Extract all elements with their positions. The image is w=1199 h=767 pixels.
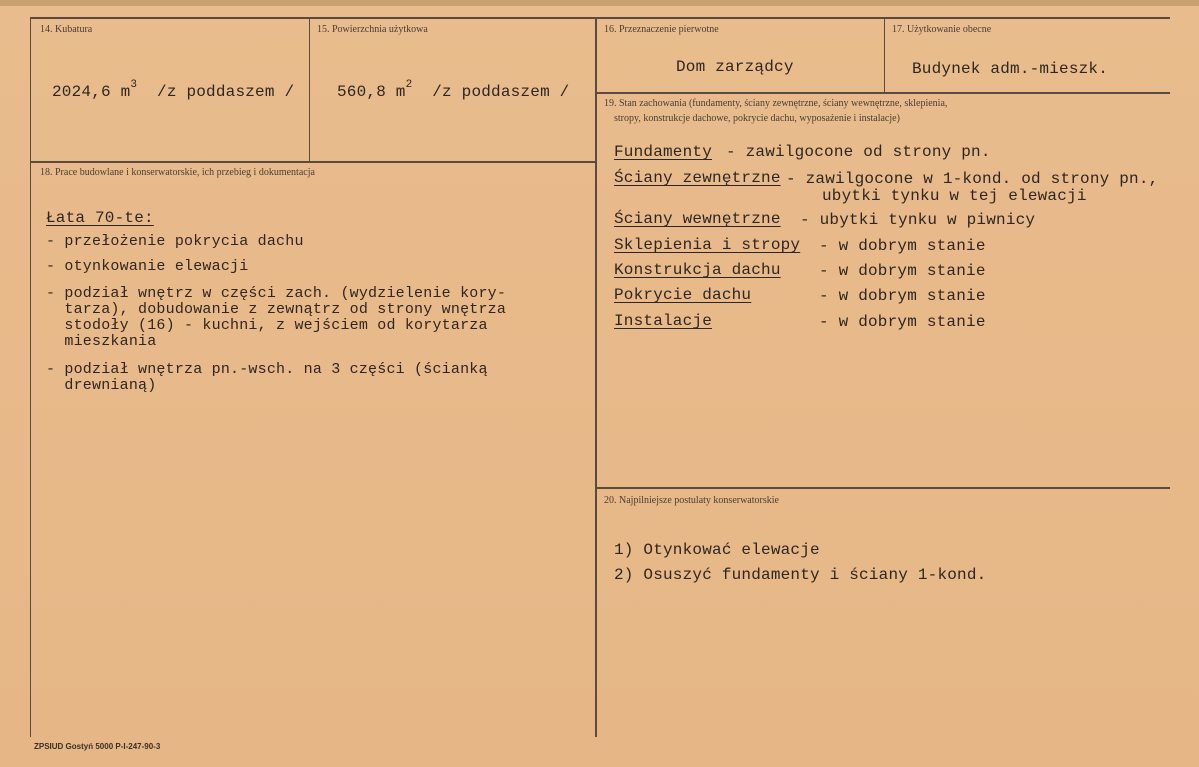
rule-v-14-15 [309, 17, 310, 162]
condition-term: Instalacje [614, 312, 713, 330]
cubature-number: 2024,6 m [52, 83, 131, 101]
condition-text-cont: ubytki tynku w tej elewacji [822, 187, 1087, 205]
rule-h-19-20 [597, 487, 1170, 489]
rule-top [30, 17, 1170, 19]
field-18-line: tarza), dobudowanie z zewnątrz od strony wnętrza [46, 301, 507, 318]
field-18-line: - podział wnętrza pn.-wsch. na 3 części (ścianką [46, 361, 488, 378]
field-14-label: 14. Kubatura [40, 24, 93, 35]
field-16-value: Dom zarządcy [676, 58, 794, 76]
area-number: 560,8 m [337, 83, 406, 101]
card-top-edge [0, 0, 1199, 6]
condition-term: Ściany wewnętrzne [614, 210, 781, 228]
field-15-value [337, 79, 570, 101]
field-15-label: 15. Powierzchnia użytkowa [317, 24, 428, 35]
rule-v-mid [595, 17, 597, 737]
rule-h-14-18 [30, 161, 596, 163]
postulate-item: 1) Otynkować elewacje [614, 541, 820, 559]
condition-text: - w dobrym stanie [819, 237, 986, 255]
condition-text: - w dobrym stanie [819, 262, 986, 280]
cubature-unit-sup: 3 [130, 79, 138, 91]
condition-text: - w dobrym stanie [819, 313, 986, 331]
field-14-value [52, 79, 295, 101]
field-17-value: Budynek adm.-mieszk. [912, 60, 1109, 78]
field-17-label: 17. Użytkowanie obecne [892, 24, 992, 35]
condition-term: Pokrycie dachu [614, 286, 752, 304]
field-19-label-line1: 19. Stan zachowania (fundamenty, ściany zewnętrzne, ściany wewnętrzne, sklepienia, [604, 98, 948, 109]
condition-text: - w dobrym stanie [819, 287, 986, 305]
rule-v-16-17 [884, 17, 885, 92]
condition-term: Fundamenty [614, 143, 713, 161]
field-18-line: mieszkania [46, 333, 157, 350]
condition-text: - zawilgocone od strony pn. [726, 143, 991, 161]
condition-term: Ściany zewnętrzne [614, 169, 781, 187]
area-unit-sup: 2 [405, 79, 413, 91]
field-20-label: 20. Najpilniejsze postulaty konserwatorskie [604, 495, 779, 506]
field-18-heading: Łata 70-te: [46, 209, 154, 227]
condition-term: Konstrukcja dachu [614, 261, 781, 279]
field-18-line: - otynkowanie elewacji [46, 258, 249, 275]
condition-text: - zawilgocone w 1-kond. od strony pn., [786, 170, 1159, 188]
area-note: /z poddaszem / [432, 83, 570, 101]
field-18-line: drewnianą) [46, 377, 157, 394]
postulate-item: 2) Osuszyć fundamenty i ściany 1-kond. [614, 566, 987, 584]
cubature-note: /z poddaszem / [157, 83, 295, 101]
rule-h-16-17 [597, 92, 1170, 94]
field-18-line: - przełożenie pokrycia dachu [46, 233, 304, 250]
field-19-label-line2: stropy, konstrukcje dachowe, pokrycie dachu, wyposażenie i instalacje) [614, 113, 900, 124]
field-18-line: stodoły (16) - kuchni, z wejściem od korytarza [46, 317, 488, 334]
condition-term: Sklepienia i stropy [614, 236, 801, 254]
condition-text: - ubytki tynku w piwnicy [800, 211, 1036, 229]
field-18-line: - podział wnętrz w części zach. (wydzielenie kory- [46, 285, 507, 302]
rule-left [30, 17, 31, 737]
print-footer: ZPSIUD Gostyń 5000 P-I-247-90-3 [34, 742, 161, 751]
field-16-label: 16. Przeznaczenie pierwotne [604, 24, 719, 35]
field-18-label: 18. Prace budowlane i konserwatorskie, ich przebieg i dokumentacja [40, 167, 315, 178]
